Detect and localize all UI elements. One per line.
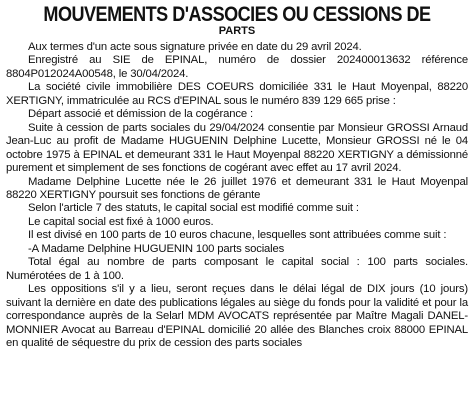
paragraph-company: La société civile immobilière DES COEURS domiciliée 331 le Haut Moyenpal, 88220 XERTIGNY, immatriculée au RCS d'EPINAL sous le numéro 839 129 665 prise : [6,81,468,107]
paragraph-total: Total égal au nombre de parts composant le capital social : 100 parts sociales. Numérotées de 1 à 100. [6,256,468,282]
paragraph-division: Il est divisé en 100 parts de 10 euros chacune, lesquelles sont attribuées comme suit : [28,229,447,242]
paragraph-share-transfer: Suite à cession de parts sociales du 29/04/2024 consentie par Monsieur GROSSI Arnaud Jean-Luc au profit de Madame HUGUENIN Delphine Lucette, Monsieur GROSSI né le 04 octobre 1975 à EPINAL et demeurant 331 le Haut Moyenpal 88220 XERTIGNY a démissionné purement et simplement de ses fonctions de cogérant avec effet au 17 avril 2024. [6,121,468,175]
paragraph-registration: Enregistré au SIE de EPINAL, numéro de dossier 202400013632 référence 8804P012024A00548, le 30/04/2024. [6,54,468,80]
paragraph-article-7: Selon l'article 7 des statuts, le capital social est modifié comme suit : [28,202,359,215]
paragraph-departure-heading: Départ associé et démission de la cogérance : [28,108,253,121]
notice-body [6,41,468,350]
paragraph-oppositions: Les oppositions s'il y a lieu, seront reçues dans le délai légal de DIX jours (10 jours) suivant la dernière en date des publications légales au siège du fonds pour la validité et pour la correspondance auprès de la Selarl MDM AVOCATS représentée par Maître Magali DANEL-MONNIER Avocat au Barreau d'EPINAL domicilié 20 allée des Blanches croix 88000 EPINAL en qualité de séquestre du prix de cession des parts sociales [6,283,468,349]
notice-title: MOUVEMENTS D'ASSOCIES OU CESSIONS DE [43,3,431,26]
paragraph-capital: Le capital social est fixé à 1000 euros. [28,215,214,228]
paragraph-manager: Madame Delphine Lucette née le 26 juillet 1976 et demeurant 331 le Haut Moyenpal 88220 XERTIGNY poursuit ses fonctions de gérante [6,175,468,201]
notice-subtitle: PARTS [218,25,256,37]
paragraph-allocation: -A Madame Delphine HUGUENIN 100 parts sociales [28,242,285,255]
paragraph-act-date: Aux termes d'un acte sous signature privée en date du 29 avril 2024. [28,41,362,53]
